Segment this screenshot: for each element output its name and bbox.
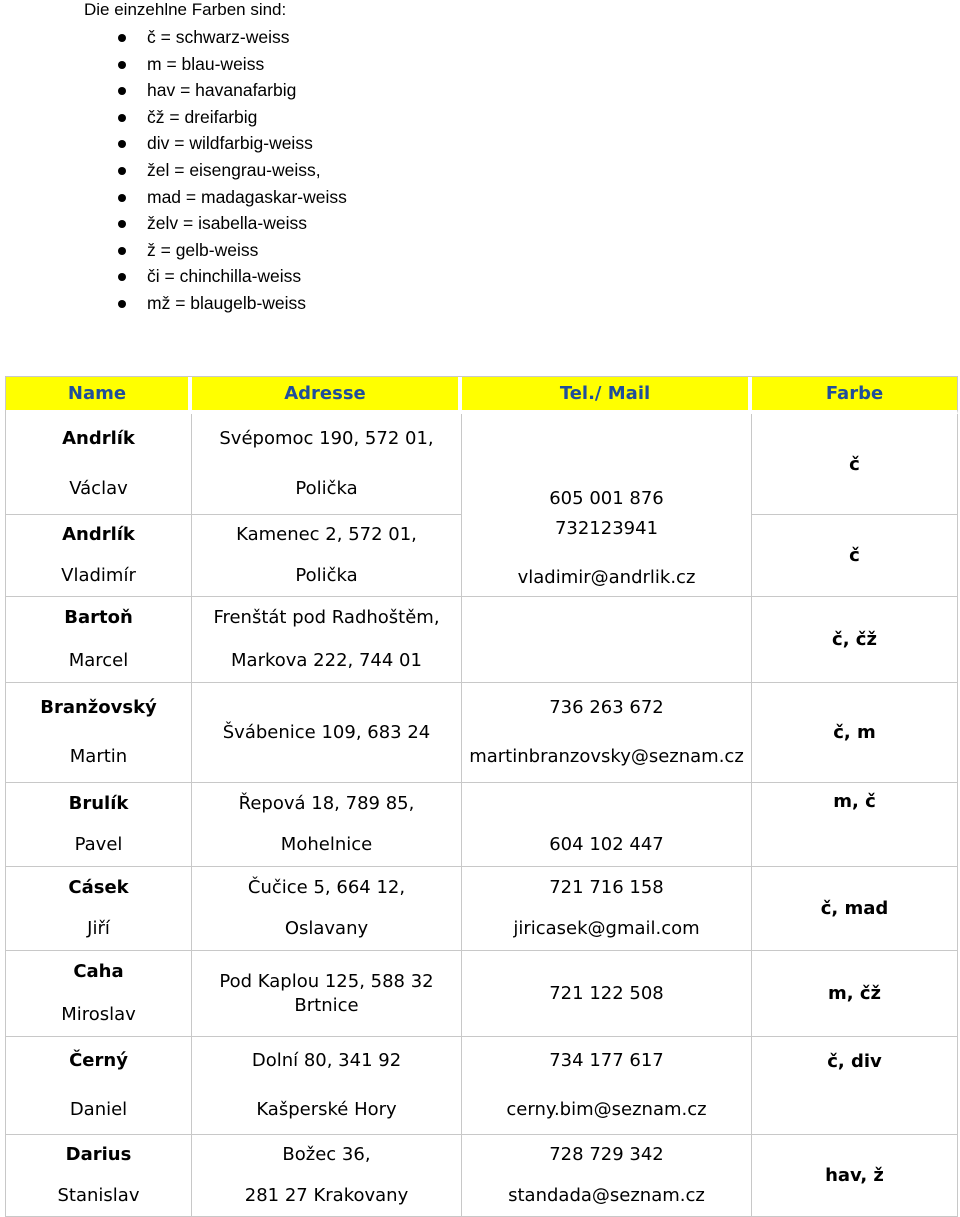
name-cell: Brulík Pavel bbox=[6, 783, 192, 867]
contact-cell: 721 716 158 jiricasek@gmail.com bbox=[462, 867, 752, 951]
list-item: mž = blaugelb-weiss bbox=[84, 290, 347, 317]
color-cell: č, div bbox=[752, 1037, 958, 1135]
bullet-icon bbox=[118, 194, 126, 202]
table-row bbox=[6, 683, 958, 783]
bullet-icon bbox=[118, 34, 126, 42]
table-row bbox=[6, 783, 958, 867]
list-item: hav = havanafarbig bbox=[84, 77, 347, 104]
color-cell: m, č bbox=[752, 783, 958, 867]
contact-cell bbox=[462, 597, 752, 683]
address-cell: Svépomoc 190, 572 01, Polička bbox=[192, 414, 462, 515]
list-item: čž = dreifarbig bbox=[84, 104, 347, 131]
color-cell: č bbox=[752, 414, 958, 515]
contact-cell: 736 263 672 martinbranzovsky@seznam.cz bbox=[462, 683, 752, 783]
address-cell: Čučice 5, 664 12, Oslavany bbox=[192, 867, 462, 951]
color-legend-title: Die einzehlne Farben sind: bbox=[84, 0, 287, 19]
color-cell: č bbox=[752, 515, 958, 597]
color-list bbox=[84, 24, 347, 317]
table-header-row bbox=[6, 377, 958, 414]
name-cell: Cásek Jiří bbox=[6, 867, 192, 951]
color-cell: m, čž bbox=[752, 951, 958, 1037]
name-cell: Darius Stanislav bbox=[6, 1135, 192, 1217]
list-item: či = chinchilla-weiss bbox=[84, 263, 347, 290]
list-item: želv = isabella-weiss bbox=[84, 210, 347, 237]
name-cell: Caha Miroslav bbox=[6, 951, 192, 1037]
bullet-icon bbox=[118, 167, 126, 175]
address-cell: Pod Kaplou 125, 588 32 Brtnice bbox=[192, 951, 462, 1037]
color-legend bbox=[84, 0, 347, 317]
list-item: m = blau-weiss bbox=[84, 51, 347, 78]
column-header-address: Adresse bbox=[192, 377, 462, 414]
table-row bbox=[6, 1037, 958, 1135]
bullet-icon bbox=[118, 220, 126, 228]
contact-cell: 728 729 342 standada@seznam.cz bbox=[462, 1135, 752, 1217]
list-item: mad = madagaskar-weiss bbox=[84, 184, 347, 211]
contact-cell: 604 102 447 bbox=[462, 783, 752, 867]
contact-cell: 734 177 617 cerny.bim@seznam.cz bbox=[462, 1037, 752, 1135]
list-item: č = schwarz-weiss bbox=[84, 24, 347, 51]
color-cell: č, čž bbox=[752, 597, 958, 683]
color-cell: č, mad bbox=[752, 867, 958, 951]
table-row bbox=[6, 1135, 958, 1217]
table-row bbox=[6, 867, 958, 951]
table-row bbox=[6, 951, 958, 1037]
color-cell: č, m bbox=[752, 683, 958, 783]
list-item: ž = gelb-weiss bbox=[84, 237, 347, 264]
list-item: div = wildfarbig-weiss bbox=[84, 130, 347, 157]
contact-cell: 605 001 876 732123941 vladimir@andrlik.cz bbox=[462, 414, 752, 597]
breeder-table bbox=[5, 376, 958, 1217]
bullet-icon bbox=[118, 247, 126, 255]
address-cell: Božec 36, 281 27 Krakovany bbox=[192, 1135, 462, 1217]
color-cell: hav, ž bbox=[752, 1135, 958, 1217]
bullet-icon bbox=[118, 300, 126, 308]
table-row bbox=[6, 414, 958, 515]
bullet-icon bbox=[118, 61, 126, 69]
address-cell: Frenštát pod Radhoštěm, Markova 222, 744 01 bbox=[192, 597, 462, 683]
address-cell: Kamenec 2, 572 01, Polička bbox=[192, 515, 462, 597]
name-cell: Andrlík Vladimír bbox=[6, 515, 192, 597]
bullet-icon bbox=[118, 114, 126, 122]
name-cell: Černý Daniel bbox=[6, 1037, 192, 1135]
column-header-name: Name bbox=[6, 377, 192, 414]
bullet-icon bbox=[118, 273, 126, 281]
address-cell: Dolní 80, 341 92 Kašperské Hory bbox=[192, 1037, 462, 1135]
table-row bbox=[6, 597, 958, 683]
contact-cell: 721 122 508 bbox=[462, 951, 752, 1037]
address-cell: Švábenice 109, 683 24 bbox=[192, 683, 462, 783]
address-cell: Řepová 18, 789 85, Mohelnice bbox=[192, 783, 462, 867]
list-item: žel = eisengrau-weiss, bbox=[84, 157, 347, 184]
name-cell: Bartoň Marcel bbox=[6, 597, 192, 683]
column-header-contact: Tel./ Mail bbox=[462, 377, 752, 414]
column-header-color: Farbe bbox=[752, 377, 958, 414]
bullet-icon bbox=[118, 87, 126, 95]
bullet-icon bbox=[118, 140, 126, 148]
name-cell: Andrlík Václav bbox=[6, 414, 192, 515]
name-cell: Branžovský Martin bbox=[6, 683, 192, 783]
